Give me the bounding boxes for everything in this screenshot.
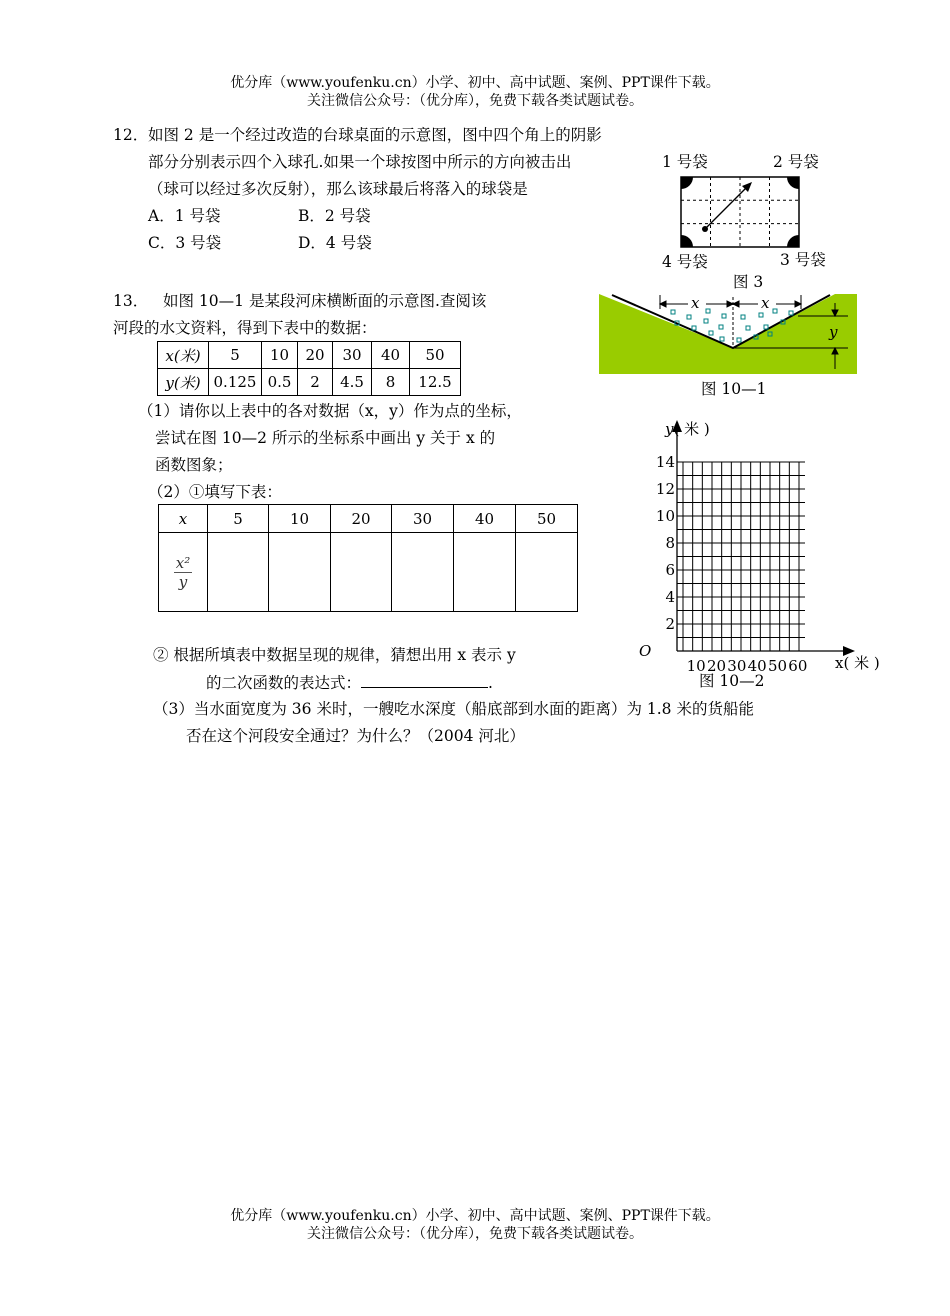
billiard-table-figure bbox=[675, 172, 805, 252]
table-cell: 40 bbox=[372, 342, 410, 369]
table-cell: 0.125 bbox=[209, 369, 262, 396]
table-cell: 2 bbox=[298, 369, 333, 396]
q13-number: 13． bbox=[113, 292, 149, 310]
q12-option-c: C．3 号袋 bbox=[148, 234, 222, 252]
q13-part1-line-1: （1）请你以上表中的各对数据（x，y）作为点的坐标， bbox=[138, 402, 522, 420]
table-cell: 10 bbox=[262, 342, 298, 369]
table-cell: 5 bbox=[208, 505, 269, 533]
table-cell: 30 bbox=[333, 342, 372, 369]
q12-option-b: B．2 号袋 bbox=[298, 207, 371, 225]
table-row bbox=[159, 533, 578, 612]
table-cell: 0.5 bbox=[262, 369, 298, 396]
q12-option-d: D．4 号袋 bbox=[298, 234, 372, 252]
fig3-pocket-3-label: 3 号袋 bbox=[780, 251, 826, 269]
q13-part3-line-1: （3）当水面宽度为 36 米时，一艘吃水深度（船底部到水面的距离）为 1.8 米的货船能 bbox=[153, 700, 754, 718]
table-cell: 30 bbox=[392, 505, 454, 533]
ratio-header-cell bbox=[159, 533, 208, 612]
q13-part2b-line-1: ② 根据所填表中数据呈现的规律，猜想出用 x 表示 y bbox=[153, 646, 516, 664]
y-axis-label: y( 米 ) bbox=[665, 420, 710, 438]
y-tick-label: 2 bbox=[665, 615, 675, 633]
table-cell: 8 bbox=[372, 369, 410, 396]
y-tick-label: 12 bbox=[655, 480, 675, 498]
x-tick-label: 40 bbox=[747, 657, 767, 675]
ball-direction-arrow bbox=[705, 185, 749, 229]
x-tick-label: 20 bbox=[706, 657, 727, 675]
fig3-pocket-1-label: 1 号袋 bbox=[662, 153, 708, 171]
answer-cell[interactable] bbox=[516, 533, 578, 612]
fig3-caption: 图 3 bbox=[733, 273, 764, 291]
table-cell: 4.5 bbox=[333, 369, 372, 396]
answer-blank[interactable] bbox=[361, 672, 488, 688]
river-cross-section-figure bbox=[598, 289, 860, 377]
table-cell: 50 bbox=[410, 342, 461, 369]
ratio-fraction: $\frac{\text{x²}}{y}$ bbox=[175, 553, 191, 591]
q13-part1-line-2: 尝试在图 10—2 所示的坐标系中画出 y 关于 x 的 bbox=[155, 429, 496, 447]
q13-part3-line-2: 否在这个河段安全通过？为什么？（2004 河北） bbox=[186, 727, 525, 745]
y-tick-label: 8 bbox=[665, 534, 675, 552]
table-header-y: y(米) bbox=[158, 369, 209, 396]
header-line-2: 关注微信公众号：（优分库），免费下载各类试题试卷。 bbox=[307, 93, 643, 109]
table-row bbox=[158, 342, 461, 369]
pocket-4-shape bbox=[681, 235, 693, 247]
table-row bbox=[158, 369, 461, 396]
y-tick-label: 4 bbox=[665, 588, 675, 606]
q13-part2b-line-2: 的二次函数的表达式： . bbox=[206, 674, 493, 692]
table-cell: 50 bbox=[516, 505, 578, 533]
fig10-1-x-left-label: x bbox=[691, 294, 700, 312]
q12-line-1: 如图 2 是一个经过改造的台球桌面的示意图，图中四个角上的阴影 bbox=[148, 126, 602, 144]
pocket-2-shape bbox=[787, 177, 799, 189]
x-tick-label: 50 bbox=[767, 657, 788, 675]
table-cell: 5 bbox=[209, 342, 262, 369]
hydrology-data-table bbox=[157, 341, 461, 396]
q13-line-2: 河段的水文资料，得到下表中的数据： bbox=[113, 319, 377, 337]
table-cell: 20 bbox=[298, 342, 333, 369]
x-tick-label: 30 bbox=[727, 657, 747, 675]
answer-cell[interactable] bbox=[331, 533, 392, 612]
table-cell: 20 bbox=[331, 505, 392, 533]
y-tick-label: 10 bbox=[655, 507, 675, 525]
fill-in-table bbox=[158, 504, 578, 612]
fig3-pocket-4-label: 4 号袋 bbox=[662, 253, 708, 271]
table-row bbox=[159, 505, 578, 533]
y-tick-label: 6 bbox=[665, 561, 675, 579]
table-header-x: x bbox=[159, 505, 208, 533]
fig10-1-x-right-label: x bbox=[761, 294, 770, 312]
coordinate-grid-figure bbox=[625, 410, 890, 675]
q12-line-3: （球可以经过多次反射），那么该球最后将落入的球袋是 bbox=[148, 180, 528, 198]
table-cell: 10 bbox=[269, 505, 331, 533]
q12-line-2: 部分分别表示四个入球孔.如果一个球按图中所示的方向被击出 bbox=[148, 153, 572, 171]
x-axis-label: x( 米 ) bbox=[835, 654, 880, 672]
fig10-1-caption: 图 10—1 bbox=[701, 380, 767, 398]
table-cell: 40 bbox=[454, 505, 516, 533]
grid-lines bbox=[677, 462, 805, 651]
footer-line-1: 优分库（www.youfenku.cn）小学、初中、高中试题、案例、PPT课件下载。 bbox=[230, 1208, 720, 1224]
answer-cell[interactable] bbox=[269, 533, 331, 612]
fig10-2-caption: 图 10—2 bbox=[699, 672, 765, 690]
table-cell: 12.5 bbox=[410, 369, 461, 396]
fig10-1-y-label: y bbox=[829, 323, 838, 341]
y-tick-label: 14 bbox=[655, 453, 675, 471]
header-line-1: 优分库（www.youfenku.cn）小学、初中、高中试题、案例、PPT课件下载。 bbox=[230, 75, 720, 91]
q12-number: 12． bbox=[113, 126, 149, 144]
answer-cell[interactable] bbox=[208, 533, 269, 612]
pocket-3-shape bbox=[787, 235, 799, 247]
q13-part1-line-3: 函数图象； bbox=[155, 456, 233, 474]
q13-part2-line-1: （2）①填写下表： bbox=[148, 483, 282, 501]
q13-line-1: 如图 10—1 是某段河床横断面的示意图.查阅该 bbox=[163, 292, 487, 310]
fig3-pocket-2-label: 2 号袋 bbox=[773, 153, 819, 171]
answer-cell[interactable] bbox=[392, 533, 454, 612]
pocket-1-shape bbox=[681, 177, 693, 189]
x-tick-label: 60 bbox=[788, 657, 808, 675]
footer-line-2: 关注微信公众号：（优分库），免费下载各类试题试卷。 bbox=[307, 1226, 643, 1242]
origin-label: O bbox=[639, 642, 652, 660]
q12-option-a: A．1 号袋 bbox=[148, 207, 221, 225]
answer-cell[interactable] bbox=[454, 533, 516, 612]
x-tick-label: 10 bbox=[686, 657, 706, 675]
table-header-x: x(米) bbox=[158, 342, 209, 369]
